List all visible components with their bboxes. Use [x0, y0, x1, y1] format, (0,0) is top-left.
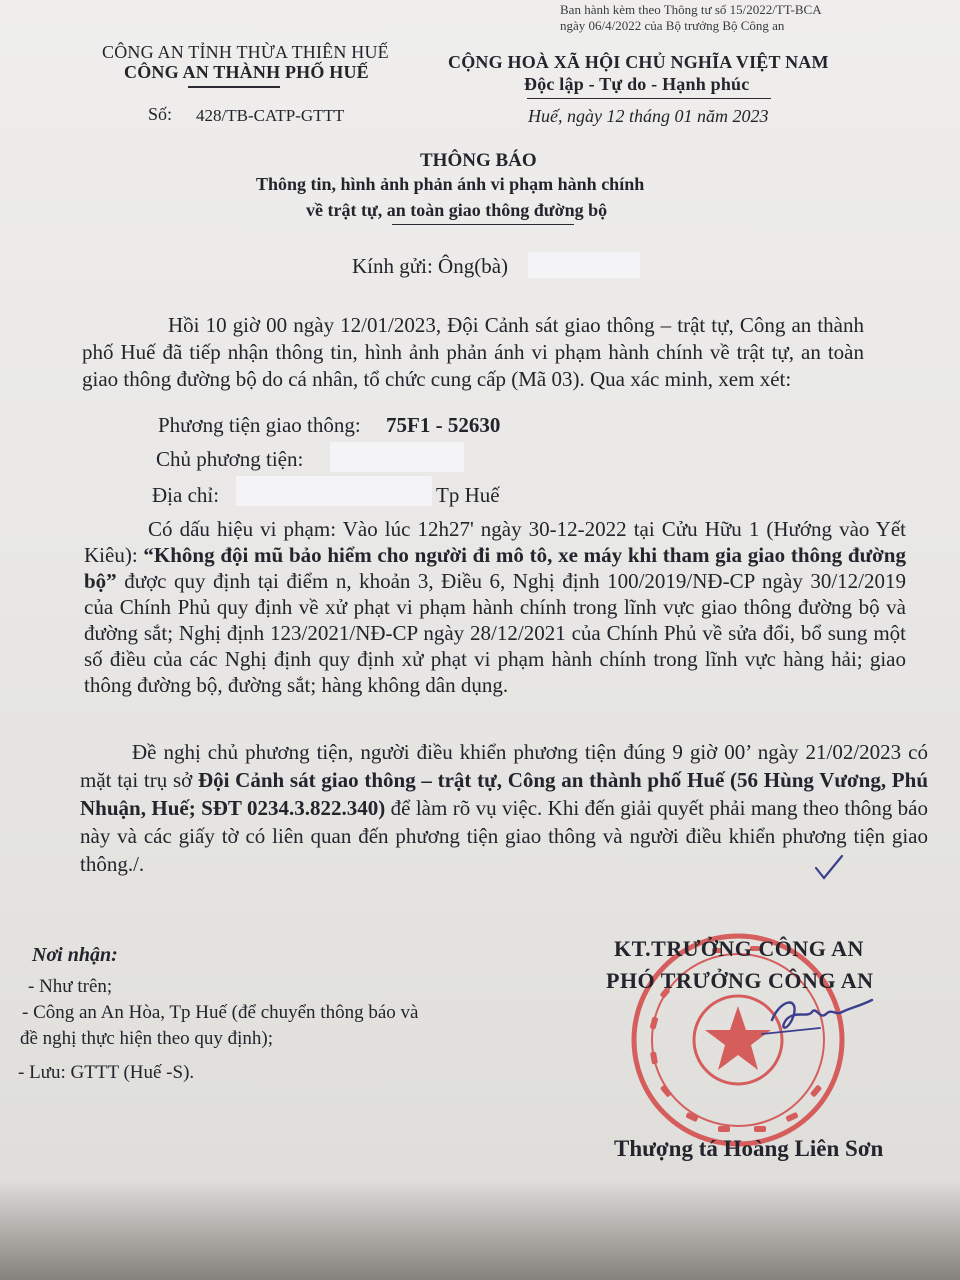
recipient-item-1: - Như trên;: [28, 976, 113, 997]
address-label: Địa chỉ:: [152, 483, 220, 507]
violation-offense: “Không đội mũ bảo hiểm cho người đi mô tô, xe máy khi tham gia giao thông đường bộ”: [84, 543, 906, 593]
recipient-item-4: - Lưu: GTTT (Huế -S).: [18, 1062, 195, 1083]
violation-paragraph: [84, 516, 906, 698]
country-name: CỘNG HOÀ XÃ HỘI CHỦ NGHĨA VIỆT NAM: [448, 52, 829, 72]
header-note-line2: ngày 06/4/2022 của Bộ trưởng Bộ Công an: [560, 18, 785, 33]
document-subtitle-1: Thông tin, hình ảnh phản ánh vi phạm hành chính: [256, 174, 645, 194]
redacted-owner: [330, 442, 464, 472]
motto-underline: [527, 98, 771, 99]
recipient-label: Kính gửi: Ông(bà): [352, 254, 509, 278]
vehicle-plate-label: Phương tiện giao thông:: [158, 413, 361, 437]
document-number: 428/TB-CATP-GTTT: [196, 106, 345, 125]
signature-title-2: PHÓ TRƯỞNG CÔNG AN: [606, 968, 874, 993]
handwritten-signature-icon: [760, 990, 880, 1040]
unit-underline: [188, 86, 280, 88]
redacted-recipient: [528, 252, 640, 278]
request-suffix: để làm rõ vụ việc. Khi đến giải quyết phải mang theo thông báo này và các giấy tờ có liên quan đến phương tiện giao thông và người điều khiển phương tiện giao thông./.: [80, 796, 928, 876]
request-prefix: Đề nghị chủ phương tiện, người điều khiển phương tiện đúng 9 giờ 00’ ngày 21/02/2023 có mặt tại trụ sở: [80, 740, 928, 792]
violation-prefix: Có dấu hiệu vi phạm: Vào lúc 12h27' ngày 30-12-2022 tại Cửu Hữu 1 (Hướng vào Yết Kiêu):: [84, 517, 906, 567]
document-subtitle-2: về trật tự, an toàn giao thông đường bộ: [306, 200, 608, 220]
vehicle-plate: 75F1 - 52630: [386, 413, 501, 437]
title-underline: [392, 224, 574, 225]
owner-label: Chủ phương tiện:: [156, 447, 304, 471]
signature-title-1: KT.TRƯỞNG CÔNG AN: [614, 936, 864, 961]
recipients-title: Nơi nhận:: [32, 944, 118, 966]
official-seal-icon: [620, 930, 860, 1160]
unit-name: CÔNG AN THÀNH PHỐ HUẾ: [124, 62, 369, 82]
number-label: Số:: [148, 104, 173, 124]
request-paragraph: [80, 738, 928, 878]
place-date: Huế, ngày 12 tháng 01 năm 2023: [528, 106, 769, 126]
agency-name: CÔNG AN TỈNH THỪA THIÊN HUẾ: [102, 42, 389, 62]
motto: Độc lập - Tự do - Hạnh phúc: [524, 74, 750, 94]
check-mark-icon: [812, 852, 846, 882]
request-location: Đội Cảnh sát giao thông – trật tự, Công an thành phố Huế (56 Hùng Vương, Phú Nhuận, Huế; SĐT 0234.3.822.340): [80, 768, 928, 820]
recipient-item-3: đề nghị thực hiện theo quy định);: [20, 1028, 274, 1049]
signer-name: Thượng tá Hoàng Liên Sơn: [614, 1136, 884, 1161]
header-note-line1: Ban hành kèm theo Thông tư số 15/2022/TT-BCA: [560, 2, 822, 17]
document-title: THÔNG BÁO: [420, 150, 537, 171]
recipient-item-2: - Công an An Hòa, Tp Huế (để chuyển thông báo và: [22, 1002, 419, 1023]
photo-shadow: [0, 1180, 960, 1280]
address-city: Tp Huế: [436, 483, 500, 507]
intro-paragraph: Hồi 10 giờ 00 ngày 12/01/2023, Đội Cảnh sát giao thông – trật tự, Công an thành phố Huế đã tiếp nhận thông tin, hình ảnh phản ánh vi phạm hành chính về trật tự, an toàn giao thông đường bộ do cá nhân, tổ chức cung cấp (Mã 03). Qua xác minh, xem xét:: [82, 313, 864, 391]
redacted-address: [236, 476, 432, 506]
violation-legal-basis: được quy định tại điểm n, khoản 3, Điều 6, Nghị định 100/2019/NĐ-CP ngày 30/12/2019 của Chính Phủ quy định về xử phạt vi phạm hành chính trong lĩnh vực giao thông đường bộ và đường sắt; Nghị định 123/2021/NĐ-CP ngày 28/12/2021 của Chính Phủ về sửa đổi, bổ sung một số điều của các Nghị định quy định xử phạt vi phạm hành chính trong lĩnh vực hàng hải; giao thông đường bộ, đường sắt; hàng không dân dụng.: [84, 569, 906, 697]
